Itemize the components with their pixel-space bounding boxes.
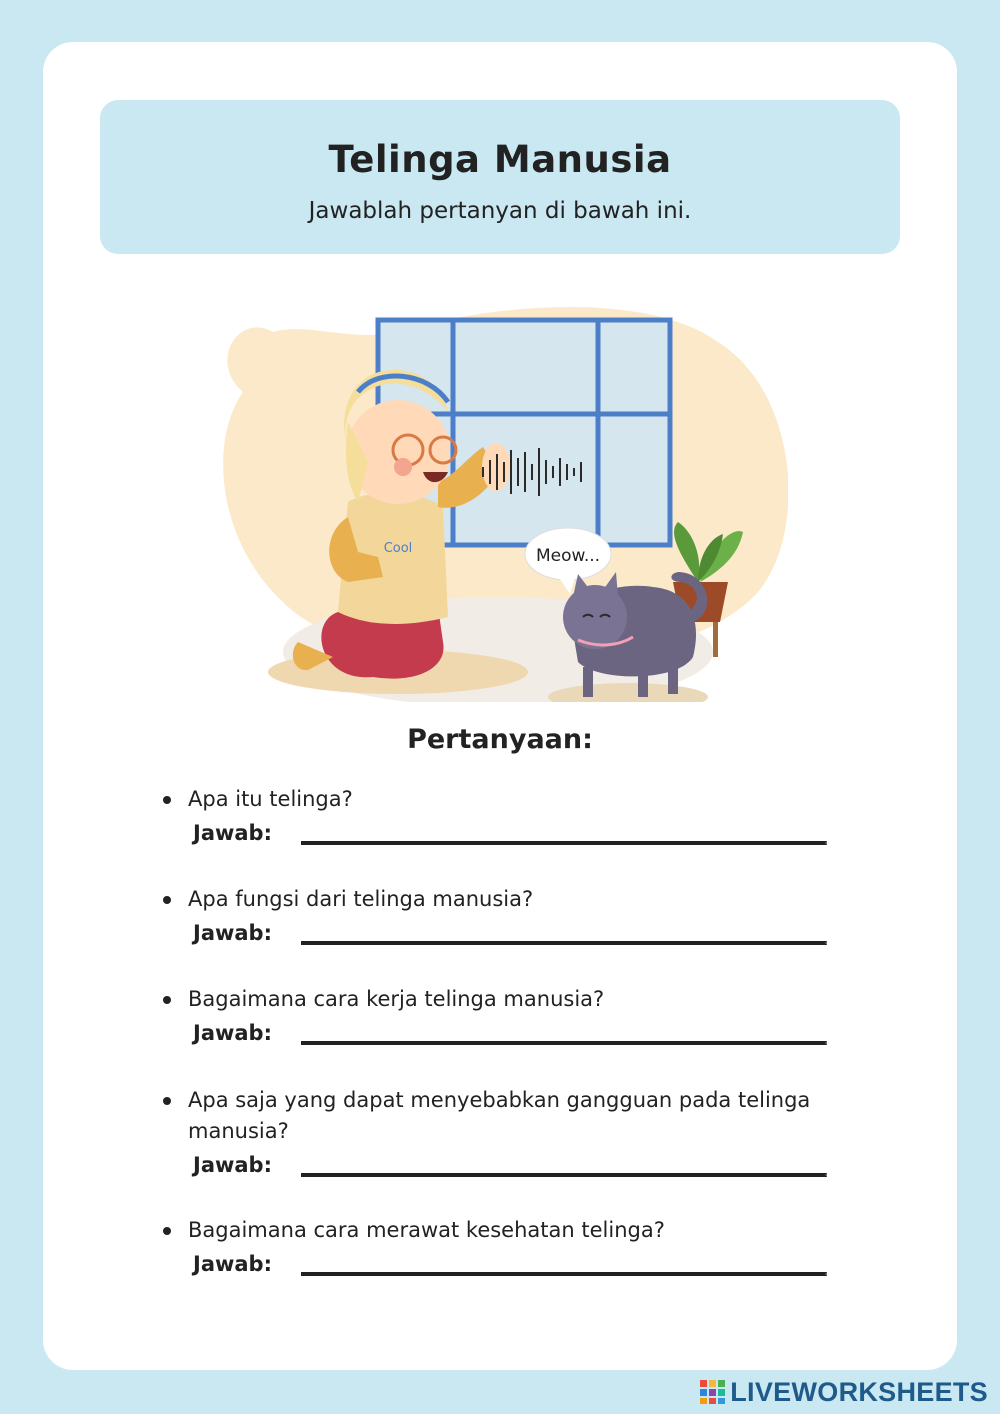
answer-label: Jawab:: [193, 1153, 272, 1177]
answer-input-2[interactable]: [301, 941, 827, 945]
answer-input-1[interactable]: [301, 841, 827, 845]
page-title: Telinga Manusia: [328, 138, 672, 181]
worksheet-sheet: [43, 42, 957, 1370]
girl-and-cat-illustration: [198, 272, 788, 702]
question-label: Apa saja yang dapat menyebabkan gangguan pada telinga manusia?: [188, 1088, 811, 1143]
question-item: [161, 1085, 841, 1185]
answer-input-5[interactable]: [301, 1272, 827, 1276]
bullet-icon: [163, 896, 171, 904]
question-text: [161, 984, 841, 1015]
bullet-icon: [163, 996, 171, 1004]
question-label: Bagaimana cara kerja telinga manusia?: [188, 987, 605, 1011]
question-text: [161, 1085, 841, 1147]
bullet-icon: [163, 1097, 171, 1105]
answer-row: [161, 919, 841, 953]
answer-input-4[interactable]: [301, 1173, 827, 1177]
question-label: Bagaimana cara merawat kesehatan telinga?: [188, 1218, 665, 1242]
answer-row: [161, 1250, 841, 1284]
questions-heading: Pertanyaan:: [407, 724, 593, 755]
bullet-icon: [163, 1227, 171, 1235]
question-item: [161, 784, 841, 853]
answer-row: [161, 1151, 841, 1185]
header-box: [100, 100, 900, 254]
question-text: [161, 884, 841, 915]
question-item: [161, 884, 841, 953]
question-label: Apa fungsi dari telinga manusia?: [188, 887, 534, 911]
question-label: Apa itu telinga?: [188, 787, 353, 811]
speech-bubble-text: Meow...: [535, 546, 601, 566]
question-text: [161, 1215, 841, 1246]
answer-row: [161, 1019, 841, 1053]
answer-label: Jawab:: [193, 921, 272, 945]
answer-input-3[interactable]: [301, 1041, 827, 1045]
answer-label: Jawab:: [193, 1021, 272, 1045]
shirt-text: Cool: [383, 541, 413, 556]
liveworksheets-logo-icon: [700, 1380, 726, 1404]
question-item: [161, 1215, 841, 1284]
answer-row: [161, 819, 841, 853]
page-subtitle: Jawablah pertanyan di bawah ini.: [308, 198, 692, 224]
answer-label: Jawab:: [193, 821, 272, 845]
liveworksheets-logo[interactable]: [700, 1378, 988, 1406]
brand-text: LIVEWORKSHEETS: [730, 1376, 988, 1407]
answer-label: Jawab:: [193, 1252, 272, 1276]
question-text: [161, 784, 841, 815]
bullet-icon: [163, 796, 171, 804]
question-item: [161, 984, 841, 1053]
